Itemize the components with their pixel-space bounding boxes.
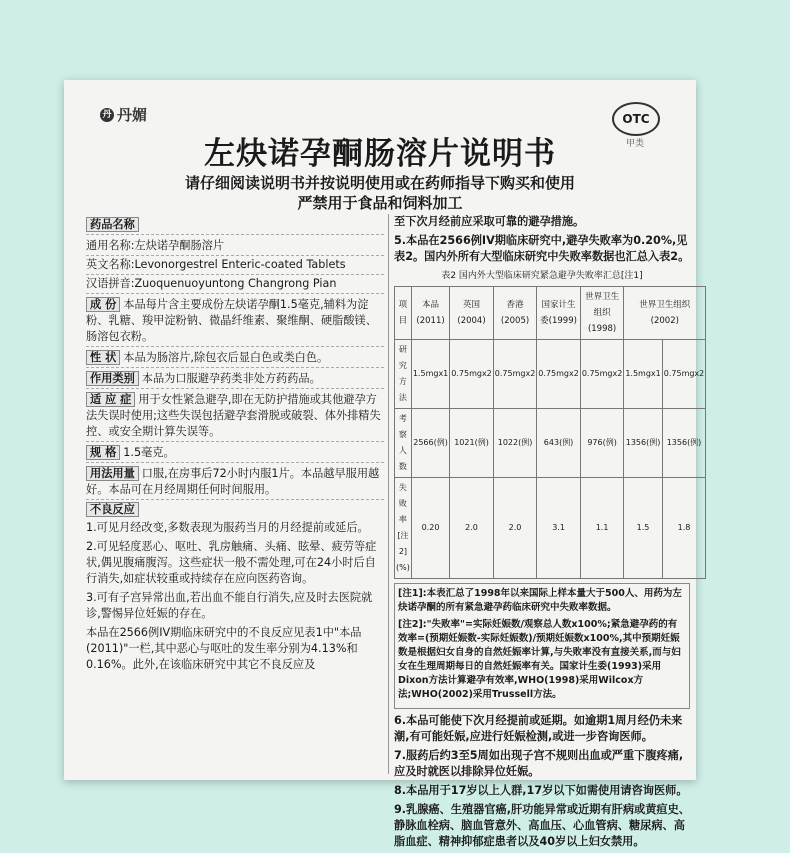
brand-name: 丹媚 [117, 106, 148, 124]
table-header-cell: 世界卫生组织(1998) [580, 287, 624, 340]
table-cell: 失败率[注2](%) [395, 478, 412, 579]
table-cell: 1.8 [662, 478, 706, 579]
indication-text: 用于女性紧急避孕,即在无防护措施或其他避孕方法失误时使用;这些失误包括避孕套滑脱或破裂、体外排精失控、或安全期计算失误等。 [86, 393, 381, 438]
table-cell: 1022(例) [493, 409, 537, 478]
brand-mark-icon: 丹 [100, 108, 114, 122]
section-appearance [86, 349, 384, 368]
footnote-2: [注2]:"失败率"=实际妊娠数/观察总人数x100%;紧急避孕药的有效率=(预期妊娠数-实际妊娠数)/预期妊娠数x100%,其中预期妊娠数是根据妇女自身的自然妊娠率计算,与失败率没有直接关系,而与妇女在生理周期每日的自然妊娠率有关。国家计生委(1993)采用Dixon方法计算避孕有效率,WHO(1998)采用Wilcox方法;WHO(2002)采用Trussell方法。 [398, 619, 681, 700]
section-category [86, 370, 384, 389]
table-row [395, 409, 706, 478]
warning-line: 严禁用于食品和饲料加工 [297, 194, 463, 212]
precaution-6: 6.本品可能使下次月经提前或延期。如逾期1周月经仍未来潮,有可能妊娠,应进行妊娠检测,或进一步咨询医师。 [394, 714, 683, 743]
appearance-text: 本品为肠溶片,除包衣后显白色或类白色。 [123, 351, 329, 364]
heading-category: 作用类别 [86, 371, 139, 386]
table-cell: 0.75mgx2 [493, 340, 537, 409]
right-column [394, 214, 705, 853]
heading-adverse: 不良反应 [86, 502, 139, 517]
table-cell: 0.75mgx2 [450, 340, 494, 409]
table-header-cell: 香港(2005) [493, 287, 537, 340]
precaution-5: 5.本品在2566例IV期临床研究中,避孕失败率为0.20%,见表2。国内外所有大型临床研究中失败率数据也汇总入表2。 [394, 234, 690, 263]
table-caption: 表2 国内外大型临床研究紧急避孕失败率汇总[注1] [441, 271, 643, 281]
document-title: 左炔诺孕酮肠溶片说明书 [204, 136, 556, 172]
table-row [395, 478, 706, 579]
category-text: 本品为口服避孕药类非处方药药品。 [141, 372, 321, 385]
table-header-cell: 项目 [395, 287, 412, 340]
precaution-9: 9.乳腺癌、生殖器官癌,肝功能异常或近期有肝病或黄疸史、静脉血栓病、脑血管意外、高血压、心血管病、糖尿病、高脂血症、精神抑郁症患者以及40岁以上妇女禁用。 [394, 803, 690, 848]
adverse-item-4: 本品在2566例IV期临床研究中的不良反应见表1中"本品(2011)"一栏,其中恶心与呕吐的发生率分别为4.13%和0.16%。此外,在该临床研究中其它不良反应及 [86, 626, 362, 671]
section-indication [86, 391, 384, 442]
section-drug-name [86, 216, 384, 235]
footnote-1: [注1]:本表汇总了1998年以来国际上样本量大于500人、用药为左炔诺孕酮的所有紧急避孕药临床研究中失败率数据。 [398, 588, 682, 613]
table-cell: 2566(例) [411, 409, 449, 478]
heading-appearance: 性 状 [86, 350, 120, 365]
failure-rate-table [394, 286, 706, 579]
table-cell: 1356(例) [662, 409, 706, 478]
table-cell: 0.75mgx2 [580, 340, 624, 409]
pinyin-name: 汉语拼音:Zuoquenuoyuntong Changrong Pian [86, 275, 384, 294]
brand-logo [100, 104, 147, 125]
precaution-8: 8.本品用于17岁以上人群,17岁以下如需使用请咨询医师。 [394, 784, 688, 797]
heading-composition: 成 份 [86, 297, 120, 312]
generic-name: 通用名称:左炔诺孕酮肠溶片 [86, 237, 384, 256]
leaflet-paper [64, 80, 705, 848]
heading-dosage: 用法用量 [86, 466, 139, 481]
table-cell: 1.5mgx1 [411, 340, 449, 409]
otc-class: 甲类 [625, 139, 644, 149]
column-divider [388, 214, 389, 774]
specification-text: 1.5毫克。 [123, 446, 175, 459]
table-cell: 3.1 [537, 478, 581, 579]
table-header-cell: 世界卫生组织(2002) [624, 287, 706, 340]
adverse-item-3: 3.可有子宫异常出血,若出血不能自行消失,应及时去医院就诊,警惕异位妊娠的存在。 [86, 591, 373, 620]
table-cell: 1021(例) [450, 409, 494, 478]
table-cell: 1.1 [580, 478, 624, 579]
table-cell: 考察人数 [395, 409, 412, 478]
table-cell: 0.20 [411, 478, 449, 579]
table-cell: 0.75mgx2 [537, 340, 581, 409]
otc-badge: OTC [612, 102, 660, 136]
footnotes-box [394, 583, 690, 709]
table-cell: 1356(例) [624, 409, 662, 478]
adverse-item-2: 2.可见轻度恶心、呕吐、乳房触痛、头痛、眩晕、疲劳等症状,偶见腹痛腹泻。这些症状一般不需处理,可在24小时后自行消失,如症状较重或持续存在应向医药咨询。 [86, 540, 377, 585]
table-header-cell: 国家计生委(1999) [537, 287, 581, 340]
instruction-line: 请仔细阅读说明书并按说明使用或在药师指导下购买和使用 [184, 174, 575, 192]
table-cell: 1.5 [624, 478, 662, 579]
table-cell: 研究方法 [395, 340, 412, 409]
heading-drug-name: 药品名称 [86, 217, 139, 232]
table-row [395, 340, 706, 409]
table-cell: 976(例) [580, 409, 624, 478]
dosage-text: 口服,在房事后72小时内服1片。本品越早服用越好。本品可在月经周期任何时间服用。 [86, 467, 380, 496]
precaution-7: 7.服药后约3至5周如出现子宫不规则出血或严重下腹疼痛,应及时就医以排除异位妊娠。 [394, 749, 684, 778]
adverse-item-1: 1.可见月经改变,多数表现为服药当月的月经提前或延后。 [86, 521, 369, 534]
section-composition [86, 296, 384, 347]
left-column [86, 214, 384, 676]
table-cell: 0.75mgx2 [662, 340, 706, 409]
table-cell: 1.5mgx1 [624, 340, 662, 409]
table-cell: 2.0 [450, 478, 494, 579]
precaution-continued: 至下次月经前应采取可靠的避孕措施。 [394, 215, 585, 228]
section-specification [86, 444, 384, 463]
heading-specification: 规 格 [86, 445, 120, 460]
section-adverse [86, 502, 384, 518]
composition-text: 本品每片含主要成份左炔诺孕酮1.5毫克,辅料为淀粉、乳糖、羧甲淀粉钠、微晶纤维素、聚维酮、硬脂酸镁、肠溶包衣粉。 [86, 298, 377, 343]
table-header-cell: 本品(2011) [411, 287, 449, 340]
heading-indication: 适 应 症 [86, 392, 135, 407]
english-name: 英文名称:Levonorgestrel Enteric-coated Tablets [86, 256, 384, 275]
table-header-cell: 英国(2004) [450, 287, 494, 340]
table-cell: 643(例) [537, 409, 581, 478]
table-cell: 2.0 [493, 478, 537, 579]
table-header-row [395, 287, 706, 340]
section-dosage [86, 465, 384, 500]
